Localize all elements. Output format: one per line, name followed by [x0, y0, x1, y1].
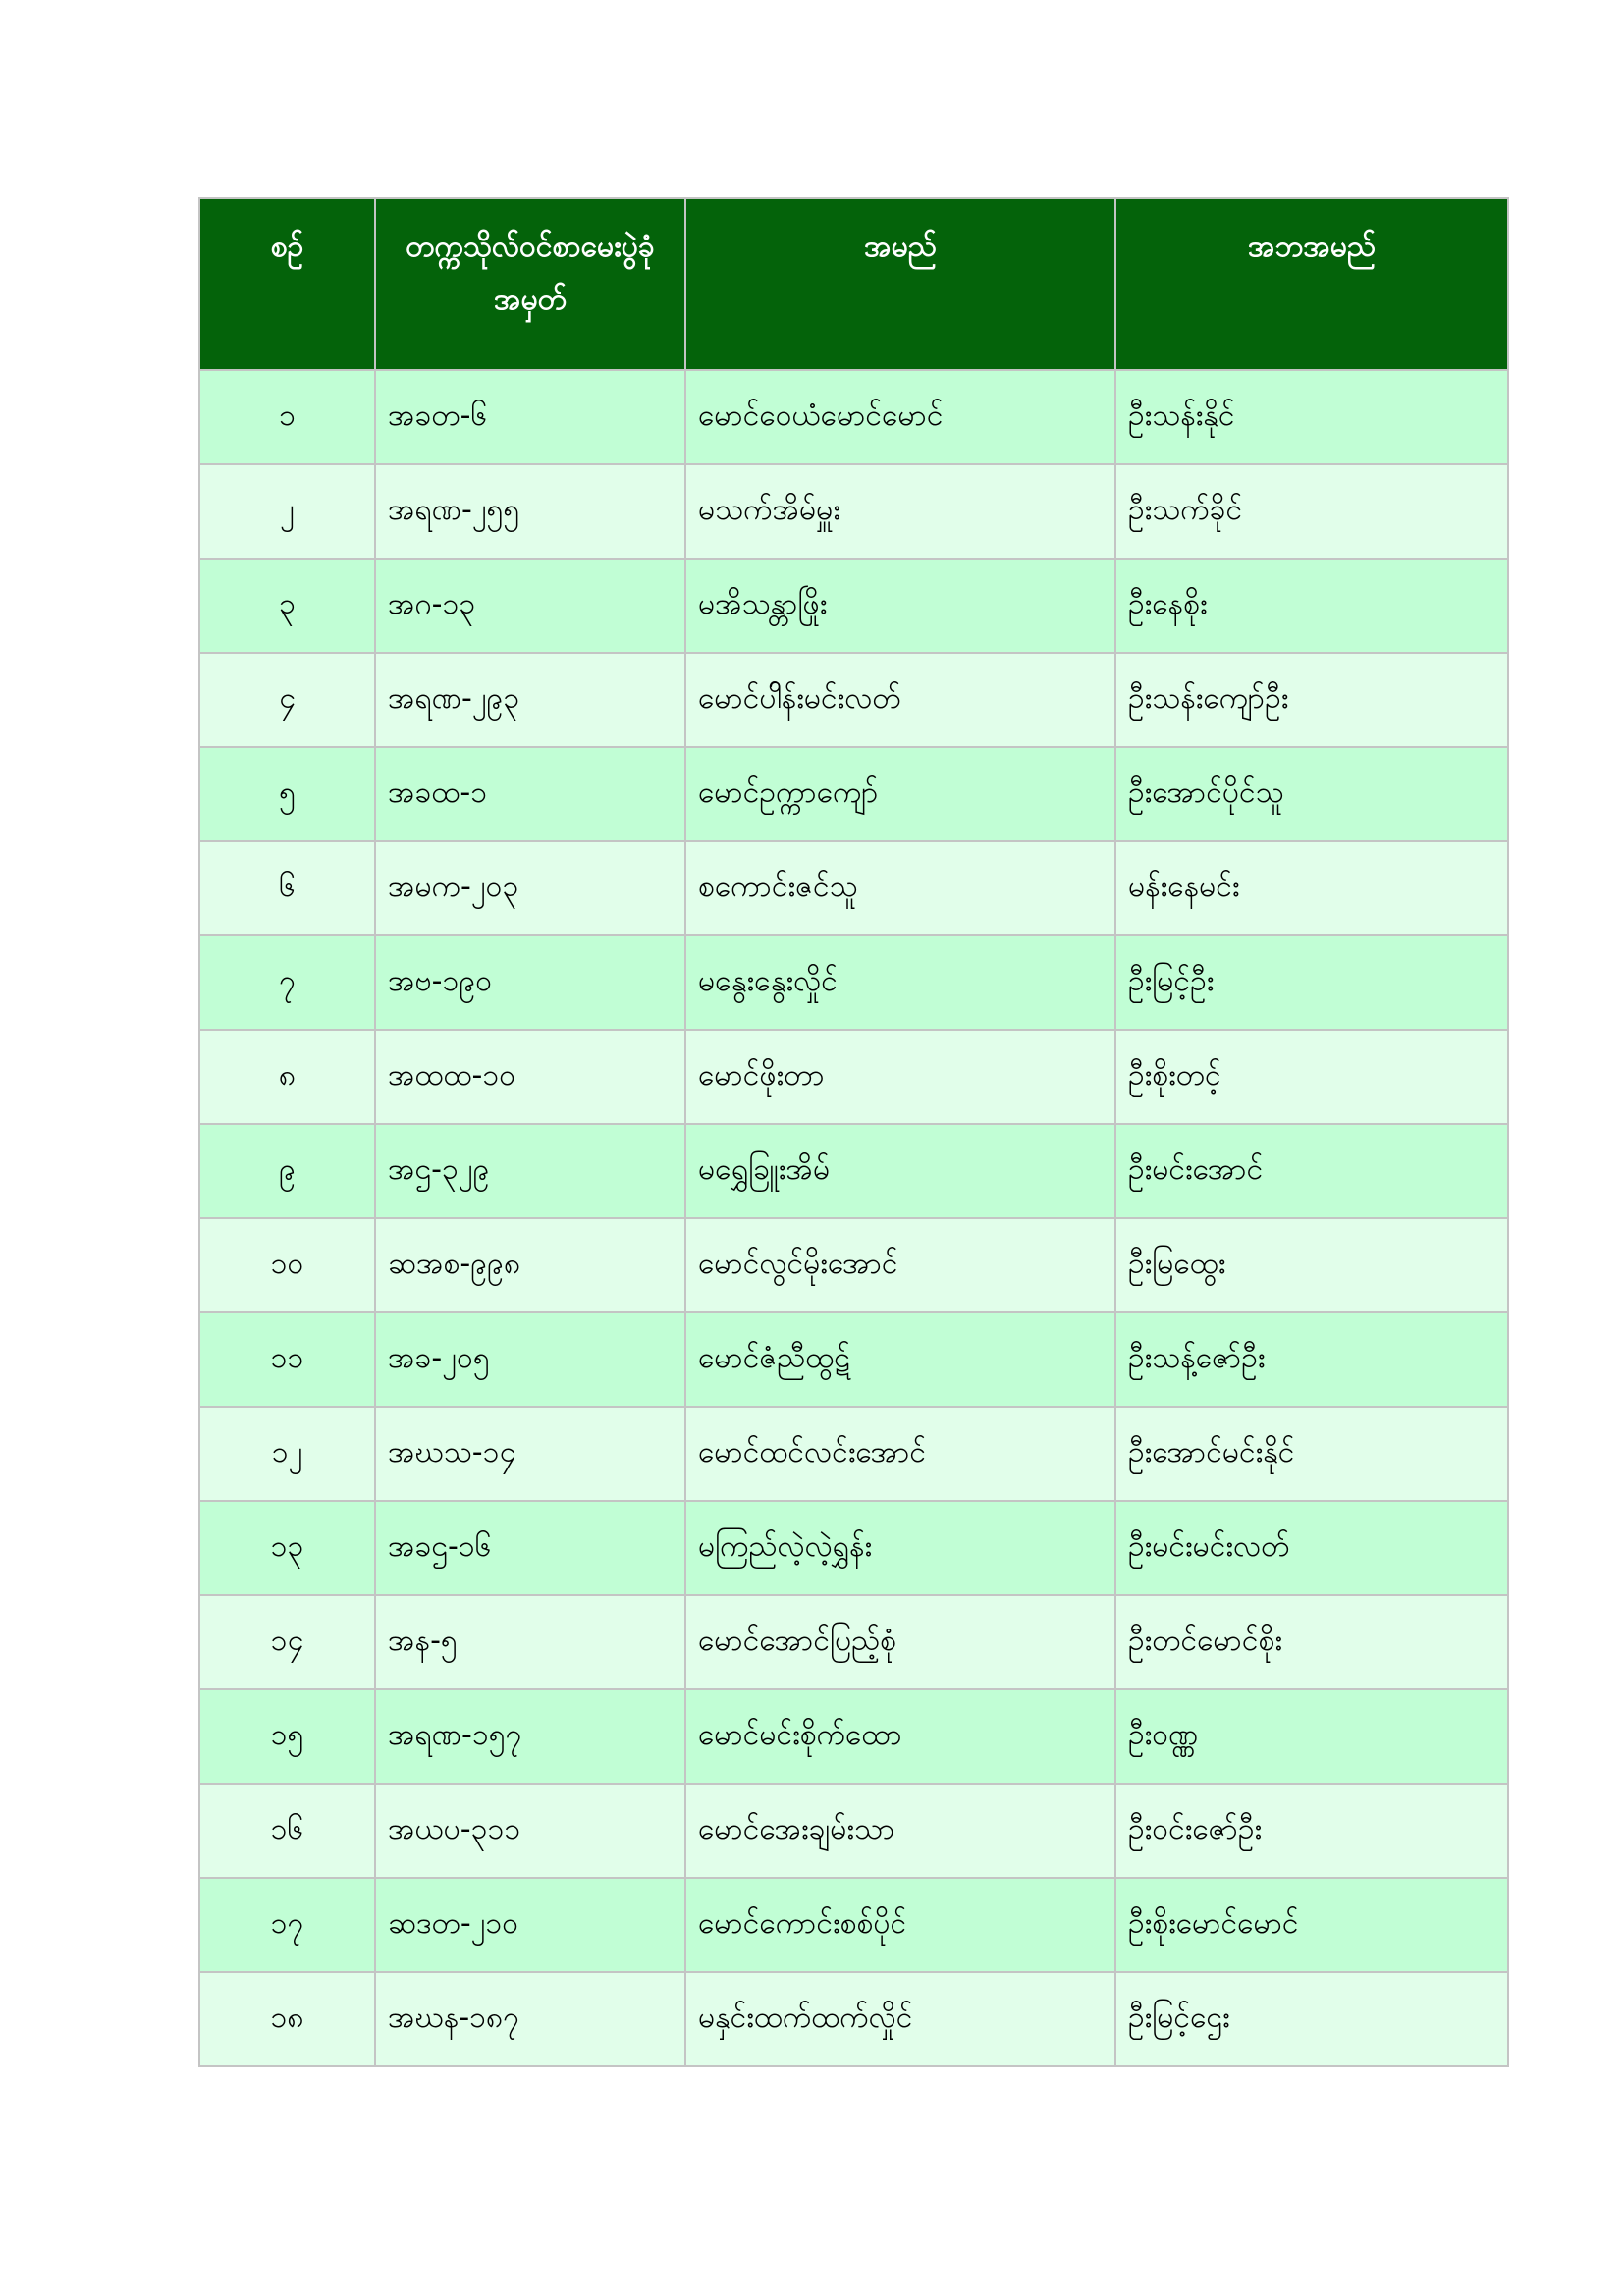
- cell-name: မသက်အိမ်မှူး: [685, 464, 1115, 559]
- cell-roll-number: အဗ-၁၉၀: [375, 935, 685, 1030]
- cell-name: မောင်ဝေယံမောင်မောင်: [685, 370, 1115, 464]
- table-row: [199, 370, 1508, 464]
- table-row: [199, 1218, 1508, 1312]
- cell-father-name: ဦးဝဏ္ဏ: [1115, 1689, 1508, 1784]
- table-row: [199, 841, 1508, 935]
- cell-serial-no: ၁၆: [199, 1784, 375, 1878]
- table-header: [199, 198, 1508, 370]
- cell-father-name: ဦးမြင့်ဦး: [1115, 935, 1508, 1030]
- cell-roll-number: အရဏ-၂၉၃: [375, 653, 685, 747]
- cell-serial-no: ၃: [199, 559, 375, 653]
- cell-roll-number: အဃသ-၁၄: [375, 1407, 685, 1501]
- cell-father-name: ဦးသန့်ဇော်ဦး: [1115, 1312, 1508, 1407]
- cell-roll-number: အရဏ-၁၅၇: [375, 1689, 685, 1784]
- table-row: [199, 1972, 1508, 2066]
- cell-serial-no: ၁၃: [199, 1501, 375, 1595]
- results-table: [198, 197, 1509, 2067]
- cell-roll-number: အထထ-၁၀: [375, 1030, 685, 1124]
- cell-serial-no: ၁၅: [199, 1689, 375, 1784]
- cell-roll-number: အဌ-၃၂၉: [375, 1124, 685, 1218]
- cell-father-name: ဦးနေစိုး: [1115, 559, 1508, 653]
- cell-roll-number: အန-၅: [375, 1595, 685, 1689]
- cell-name: မနွေးနွေးလှိုင်: [685, 935, 1115, 1030]
- cell-father-name: ဦးမင်းမင်းလတ်: [1115, 1501, 1508, 1595]
- cell-father-name: ဦးအောင်မင်းနိုင်: [1115, 1407, 1508, 1501]
- cell-roll-number: အခဌ-၁၆: [375, 1501, 685, 1595]
- header-father-name: အဘအမည်: [1115, 198, 1508, 370]
- table-row: [199, 653, 1508, 747]
- cell-name: မရွှေခြူးအိမ်: [685, 1124, 1115, 1218]
- cell-serial-no: ၂: [199, 464, 375, 559]
- cell-roll-number: အခထ-၁: [375, 747, 685, 841]
- cell-father-name: ဦးတင်မောင်စိုး: [1115, 1595, 1508, 1689]
- cell-name: မောင်အောင်ပြည့်စုံ: [685, 1595, 1115, 1689]
- cell-father-name: မန်းနေမင်း: [1115, 841, 1508, 935]
- cell-name: မောင်အေးချမ်းသာ: [685, 1784, 1115, 1878]
- table-row: [199, 1689, 1508, 1784]
- cell-name: မောင်ပါိန်းမင်းလတ်: [685, 653, 1115, 747]
- cell-serial-no: ၉: [199, 1124, 375, 1218]
- table-row: [199, 935, 1508, 1030]
- cell-name: မောင်ကောင်းစစ်ပိုင်: [685, 1878, 1115, 1972]
- cell-serial-no: ၁၁: [199, 1312, 375, 1407]
- table-row: [199, 1501, 1508, 1595]
- cell-roll-number: အခ-၂၀၅: [375, 1312, 685, 1407]
- cell-serial-no: ၇: [199, 935, 375, 1030]
- cell-name: မောင်လွင်မိုးအောင်: [685, 1218, 1115, 1312]
- cell-name: မကြည်လဲ့လဲ့ရွှန်း: [685, 1501, 1115, 1595]
- cell-roll-number: အမက-၂၀၃: [375, 841, 685, 935]
- table-row: [199, 1784, 1508, 1878]
- cell-roll-number: အခတ-၆: [375, 370, 685, 464]
- cell-serial-no: ၁၀: [199, 1218, 375, 1312]
- table-row: [199, 1030, 1508, 1124]
- table-body: [199, 370, 1508, 2066]
- cell-serial-no: ၁၇: [199, 1878, 375, 1972]
- cell-name: မောင်ဇံညီထွဋ်: [685, 1312, 1115, 1407]
- cell-name: မအိသန္တာဖြိုး: [685, 559, 1115, 653]
- cell-father-name: ဦးသန်းနိုင်: [1115, 370, 1508, 464]
- cell-father-name: ဦးမြထွေး: [1115, 1218, 1508, 1312]
- table-row: [199, 559, 1508, 653]
- cell-serial-no: ၁၄: [199, 1595, 375, 1689]
- cell-father-name: ဦးဝင်းဇော်ဦး: [1115, 1784, 1508, 1878]
- cell-serial-no: ၈: [199, 1030, 375, 1124]
- header-roll-number: တက္ကသိုလ်ဝင်စာမေးပွဲခုံအမှတ်: [375, 198, 685, 370]
- cell-roll-number: အဂ-၁၃: [375, 559, 685, 653]
- cell-name: မောင်ဥက္ကာကျော်: [685, 747, 1115, 841]
- cell-serial-no: ၁: [199, 370, 375, 464]
- table-row: [199, 1312, 1508, 1407]
- table-row: [199, 1124, 1508, 1218]
- cell-father-name: ဦးသန်းကျော်ဦး: [1115, 653, 1508, 747]
- header-serial-no: စဉ်: [199, 198, 375, 370]
- cell-roll-number: အရဏ-၂၅၅: [375, 464, 685, 559]
- header-row: [199, 198, 1508, 370]
- cell-roll-number: အဃန-၁၈၇: [375, 1972, 685, 2066]
- cell-father-name: ဦးအောင်ပိုင်သူ: [1115, 747, 1508, 841]
- cell-name: မနှင်းထက်ထက်လှိုင်: [685, 1972, 1115, 2066]
- cell-serial-no: ၄: [199, 653, 375, 747]
- cell-father-name: ဦးသက်ခိုင်: [1115, 464, 1508, 559]
- cell-serial-no: ၅: [199, 747, 375, 841]
- cell-serial-no: ၆: [199, 841, 375, 935]
- cell-roll-number: အယပ-၃၁၁: [375, 1784, 685, 1878]
- cell-serial-no: ၁၂: [199, 1407, 375, 1501]
- table-row: [199, 464, 1508, 559]
- table-row: [199, 747, 1508, 841]
- cell-roll-number: ဆဒတ-၂၁၀: [375, 1878, 685, 1972]
- table-row: [199, 1595, 1508, 1689]
- cell-name: မောင်ထင်လင်းအောင်: [685, 1407, 1115, 1501]
- cell-father-name: ဦးစိုးတင့်: [1115, 1030, 1508, 1124]
- cell-father-name: ဦးမြင့်ဌေး: [1115, 1972, 1508, 2066]
- cell-father-name: ဦးစိုးမောင်မောင်: [1115, 1878, 1508, 1972]
- cell-name: မောင်မင်းစိုက်ထော: [685, 1689, 1115, 1784]
- table-row: [199, 1407, 1508, 1501]
- cell-father-name: ဦးမင်းအောင်: [1115, 1124, 1508, 1218]
- cell-roll-number: ဆအစ-၉၉၈: [375, 1218, 685, 1312]
- header-name: အမည်: [685, 198, 1115, 370]
- table-row: [199, 1878, 1508, 1972]
- cell-name: စကောင်းဇင်သူ: [685, 841, 1115, 935]
- cell-serial-no: ၁၈: [199, 1972, 375, 2066]
- cell-name: မောင်ဖိုးတာ: [685, 1030, 1115, 1124]
